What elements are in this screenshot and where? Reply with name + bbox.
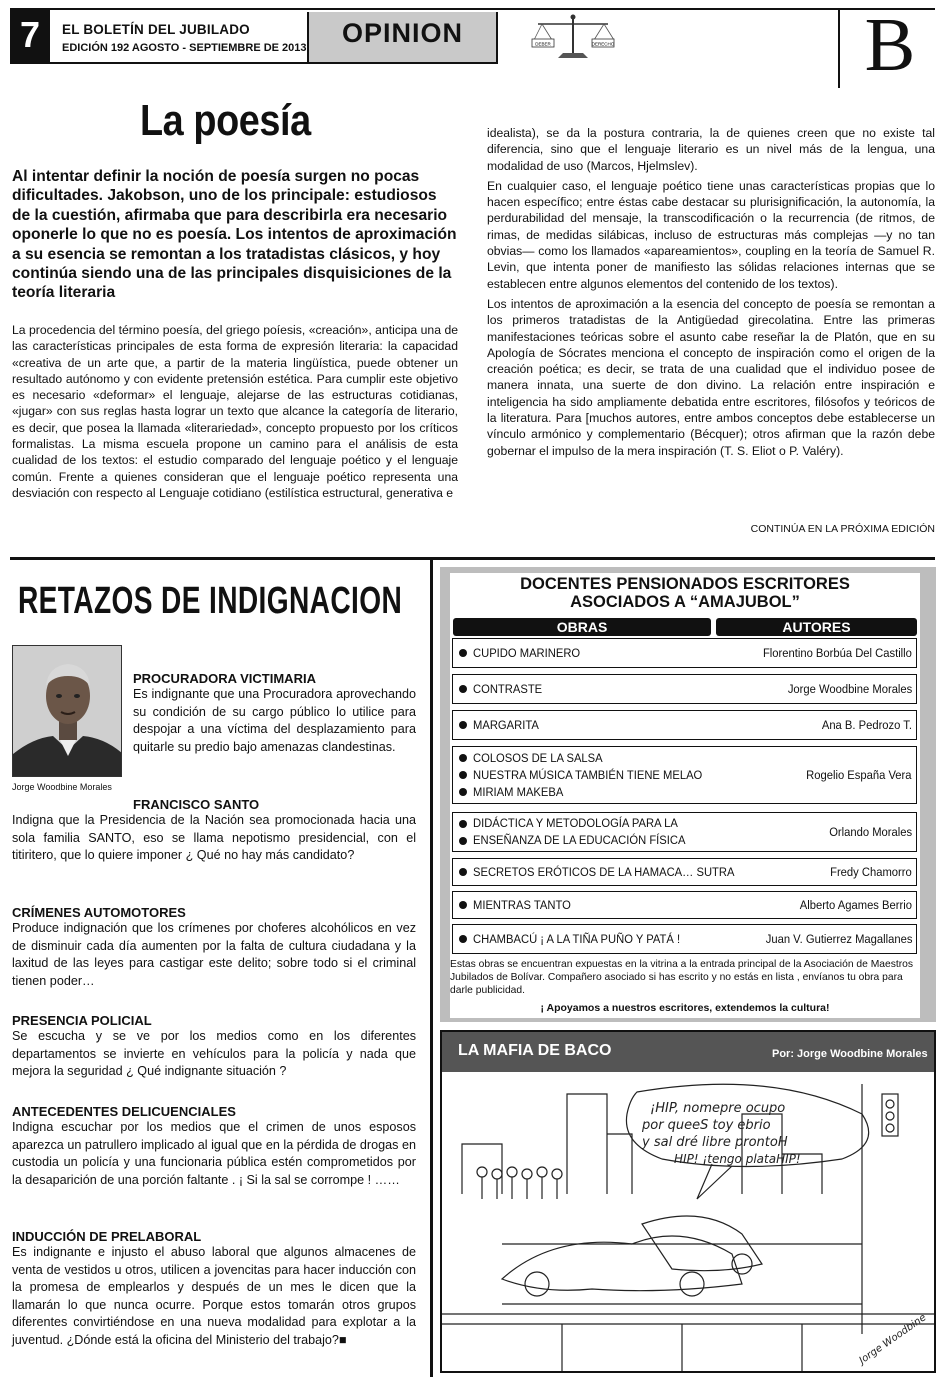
work-title: COLOSOS DE LA SALSA	[473, 750, 603, 765]
cartoon-author: Por: Jorge Woodbine Morales	[772, 1048, 928, 1060]
work-row	[452, 858, 917, 886]
work-item	[459, 767, 722, 784]
logo-derecho: DERECHO	[591, 41, 615, 47]
work-title: CUPIDO MARINERO	[473, 645, 581, 660]
retazo-item	[12, 1013, 416, 1081]
header-rule	[10, 8, 935, 10]
publication-name: EL BOLETÍN DEL JUBILADO	[62, 22, 250, 37]
edition-line: EDICIÓN 192 AGOSTO - SEPTIEMBRE DE 2013	[62, 42, 307, 54]
work-row	[452, 891, 917, 919]
article-title: La poesía	[140, 96, 311, 145]
work-item	[459, 832, 704, 849]
bubble-line: ¡HIP, nomepre ocupo	[650, 1101, 786, 1116]
retazo-text: Se escucha y se ve por los medios como en los diferentes departamentos se invierte en vehículos para la policía y nada que mejora la seguridad ¿ Qué indignante situación ?	[12, 1029, 416, 1079]
retazo-item	[133, 671, 416, 756]
work-titles	[459, 750, 722, 801]
article-paragraph: En cualquier caso, el lenguaje poético tiene unas características propias que lo hacen específico; entre éstas cabe destacar su plurisignificación, la autonomía, la perdurabilidad del mensaje, la transcodificación o la recurrencia (de ritmos, de rimas, de medidas silábicas, incluso de estructuras más complejas —y no tan obvias— como los llamados «apareamientos», coupling en la teoría de Samuel R. Levin, que intenta poner de manifiesto las sólidas relaciones internas que se establecen entre algunos elementos del contenido de los textos).	[487, 178, 935, 291]
retazo-text: Indigna escuchar por los medios que el crimen de unos esposos aparezca un patrullero implicado al igual que en la pérdida de drogas en custodia un policía y una funcionaria pública estén comprometidos por la desaparición de una porción faltante . ¡ Si la sal se corrompe ! ……	[12, 1120, 416, 1187]
photo-caption: Jorge Woodbine Morales	[12, 782, 112, 792]
work-row	[452, 812, 917, 852]
continued-note: CONTINÚA EN LA PRÓXIMA EDICIÓN	[750, 523, 935, 535]
article-paragraph: Los intentos de aproximación a la esencia del concepto de poesía se remontan a los primeros tratadistas de la Antigüedad girecolatina. Entre las primeras manifestaciones teóricas sobre el asunto cabe reseñar la de Platón, que en su Apología de Sócrates menciona el concepto de inspiración como el origen de la creación poética; es decir, se trata de una cualidad que el individuo posee de manera innata, una suerte de don divino. La relación entre inspiración e inteligencia ha sido ampliamente debatida entre escritores, filósofos y teóricos de la literatura. Para [muchos autores, entre ambos conceptos debe establecerse un vínculo armónico y complementario (Bécquer); otros afirman que la razón debe gobernar el impulso de la mera inspiración (T. S. Eliot o P. Valéry).	[487, 296, 935, 458]
article-column-1	[12, 322, 458, 505]
section-title: OPINION	[341, 18, 463, 48]
work-item	[459, 864, 757, 881]
author-photo	[12, 645, 122, 777]
retazo-item	[12, 1104, 416, 1189]
section-divider	[10, 557, 935, 560]
work-item	[459, 931, 698, 948]
work-titles	[459, 931, 698, 948]
bullet-icon	[459, 721, 467, 729]
retazo-item	[12, 797, 416, 865]
work-title: ENSEÑANZA DE LA EDUCACIÓN FÍSICA	[473, 833, 686, 847]
work-item	[459, 717, 545, 734]
retazo-text: Es indignante que una Procuradora aprovechando su condición de su cargo público lo utilice para despojar a una víctima del desplazamiento para quitarle su predio bajo amenazas clandestinas.	[133, 687, 416, 754]
article-paragraph: idealista), se da la postura contraria, la de quienes creen que no existe tal diferencia, sino que el lenguaje literario es un nivel más de la lengua, una modalidad de uso (Marcos, Hjelmslev).	[487, 126, 935, 173]
header-rule-bottom	[10, 62, 498, 64]
retazo-heading: PROCURADORA VICTIMARIA	[133, 671, 316, 686]
docentes-note: Estas obras se encuentran expuestas en la vitrina a la entrada principal de la Asociación de Maestros Jubilados de Bolívar. Compañero asociado si has escrito y no estás en lista , envíanos tu obra para darle publicidad.	[450, 959, 914, 997]
work-author: Rogelio España Vera	[806, 768, 912, 782]
retazo-text: Indigna que la Presidencia de la Nación sea promocionada hacia una sola familia SANTO, eso se llama nepotismo presidencial, con el titiritero, que lo quiere imponer ¿ Qué no hay más candidato?	[12, 813, 416, 863]
retazo-heading: CRÍMENES AUTOMOTORES	[12, 905, 186, 920]
work-author: Ana B. Pedrozo T.	[821, 718, 912, 732]
work-item	[459, 897, 579, 914]
work-author: Alberto Agames Berrio	[799, 898, 912, 912]
retazo-item	[12, 905, 416, 990]
work-author: Fredy Chamorro	[830, 865, 912, 879]
bullet-icon	[459, 901, 467, 909]
logo-deber: DEBER	[535, 41, 551, 47]
article-column-2	[487, 125, 935, 463]
work-titles	[459, 864, 757, 881]
work-row	[452, 638, 917, 668]
bullet-icon	[459, 788, 467, 796]
bullet-icon	[459, 685, 467, 693]
bullet-icon	[459, 820, 467, 828]
work-title: MARGARITA	[473, 717, 539, 732]
retazo-heading: PRESENCIA POLICIAL	[12, 1013, 152, 1028]
work-title: NUESTRA MÚSICA TAMBIÉN TIENE MELAO	[473, 767, 703, 782]
docentes-title-line: ASOCIADOS A “AMAJUBOL”	[570, 593, 800, 611]
retazo-heading: INDUCCIÓN DE PRELABORAL	[12, 1229, 202, 1244]
work-row	[452, 710, 917, 740]
cartoon-signature: Jorge Woodbine	[857, 1312, 929, 1367]
work-titles	[459, 645, 589, 662]
work-title: CHAMBACÚ ¡ A LA TIÑA PUÑO Y PATÁ !	[473, 931, 681, 946]
work-item	[459, 681, 548, 698]
work-title: SECRETOS ERÓTICOS DE LA HAMACA… SUTRA	[473, 864, 735, 879]
work-item	[459, 750, 722, 767]
bullet-icon	[459, 649, 467, 657]
cartoon-drawing	[442, 1074, 934, 1371]
work-row	[452, 674, 917, 704]
work-author: Florentino Borbúa Del Castillo	[763, 646, 912, 660]
work-title: CONTRASTE	[473, 681, 543, 696]
cartoon-title: LA MAFIA DE BACO	[458, 1042, 612, 1059]
retazos-title: RETAZOS DE INDIGNACION	[18, 580, 403, 622]
section-letter: B	[864, 3, 916, 87]
work-row	[452, 746, 917, 804]
page-number: 7	[10, 8, 50, 62]
retazo-text: Produce indignación que los crímenes por choferes alcohólicos en vez de disminuir cada día aumenten por la falta de cultura ciudadana y la laxitud de las leyes para castigar este delito; sobre todo si el criminal tienen poder…	[12, 921, 416, 988]
work-titles	[459, 681, 548, 698]
work-author: Jorge Woodbine Morales	[787, 682, 912, 696]
docentes-slogan: ¡ Apoyamos a nuestros escritores, extendemos la cultura!	[540, 1002, 830, 1014]
docentes-title-line: DOCENTES PENSIONADOS ESCRITORES	[520, 575, 850, 593]
work-title: DIDÁCTICA Y METODOLOGÍA PARA LA	[473, 816, 678, 830]
docentes-title	[450, 575, 920, 611]
retazo-item	[12, 1229, 416, 1350]
bullet-icon	[459, 935, 467, 943]
bubble-line: por queeS toy ebrio	[642, 1118, 771, 1133]
retazo-heading: FRANCISCO SANTO	[133, 797, 260, 812]
work-titles	[459, 815, 704, 849]
work-title: MIRIAM MAKEBA	[473, 784, 564, 799]
bubble-line: HIP! ¡tengo plataHIP!	[674, 1152, 801, 1166]
column-separator	[430, 560, 433, 1377]
bubble-line: y sal dré libre prontoH	[642, 1135, 788, 1150]
bullet-icon	[459, 771, 467, 779]
work-row	[452, 924, 917, 954]
work-titles	[459, 717, 545, 734]
retazo-heading: ANTECEDENTES DELICUENCIALES	[12, 1104, 236, 1119]
work-author: Juan V. Gutierrez Magallanes	[765, 932, 912, 946]
work-titles	[459, 897, 579, 914]
header-divider	[838, 10, 840, 88]
retazo-text: Es indignante e injusto el abuso laboral que algunos almacenes de venta de vestidos u otros, utilicen a jovencitas para hacer inducción con la promesa de emplearlos y después de un mes le dicen que la llamarán lo que nunca ocurre. Porque estos tomarán otros grupos diferentes convirtiéndose en una nueva modalidad para explotar a la juventud. ¿Dónde está la oficina del Ministerio del trabajo?■	[12, 1245, 416, 1347]
bullet-icon	[459, 754, 467, 762]
authors-column-header: AUTORES	[716, 618, 917, 636]
bullet-icon	[459, 868, 467, 876]
work-item	[459, 784, 722, 801]
article-paragraph: La procedencia del término poesía, del griego poíesis, «creación», anticipa una de las características principales de esta forma de expresión literaria: la capacidad «creativa de un arte que, a partir de la materia lingüística, puede obtener un resultado autónomo y con evidente pretensión estética. Para cumplir este objetivo es necesario «deformar» el lenguaje, alejarse de las estructuras cotidianas, «jugar» con sus reglas hasta lograr un texto que alcance la categoría de literario, es decir, que posea la llamada «literariedad», concepto propuesto por los críticos formalistas. La misma escuela propone un camino para el análisis de esta cualidad de los textos: el estudio comparado del lenguaje poético y el lenguaje común. Frente a quienes consideran que el lenguaje poético representa una desviación con respecto al Lenguaje cotidiano (estilística estructural, generativa e	[12, 323, 458, 500]
scales-of-justice-logo	[528, 12, 618, 62]
bullet-icon	[459, 837, 467, 845]
article-lead: Al intentar definir la noción de poesía surgen no pocas dificultades. Jakobson, uno de los principale: estudiosos de la cuestión, afirmaba que para describirla era necesario oponerle lo que no es poesía. Los intentos de aproximación a su esencia se remontan a los tratadistas clásicos, y hoy continúa siendo una de las principales disquisiciones de la teoría literaria	[12, 168, 457, 302]
work-item	[459, 815, 704, 832]
work-item	[459, 645, 589, 662]
work-author: Orlando Morales	[829, 825, 912, 839]
work-title: MIENTRAS TANTO	[473, 897, 571, 912]
works-column-header: OBRAS	[453, 618, 711, 636]
